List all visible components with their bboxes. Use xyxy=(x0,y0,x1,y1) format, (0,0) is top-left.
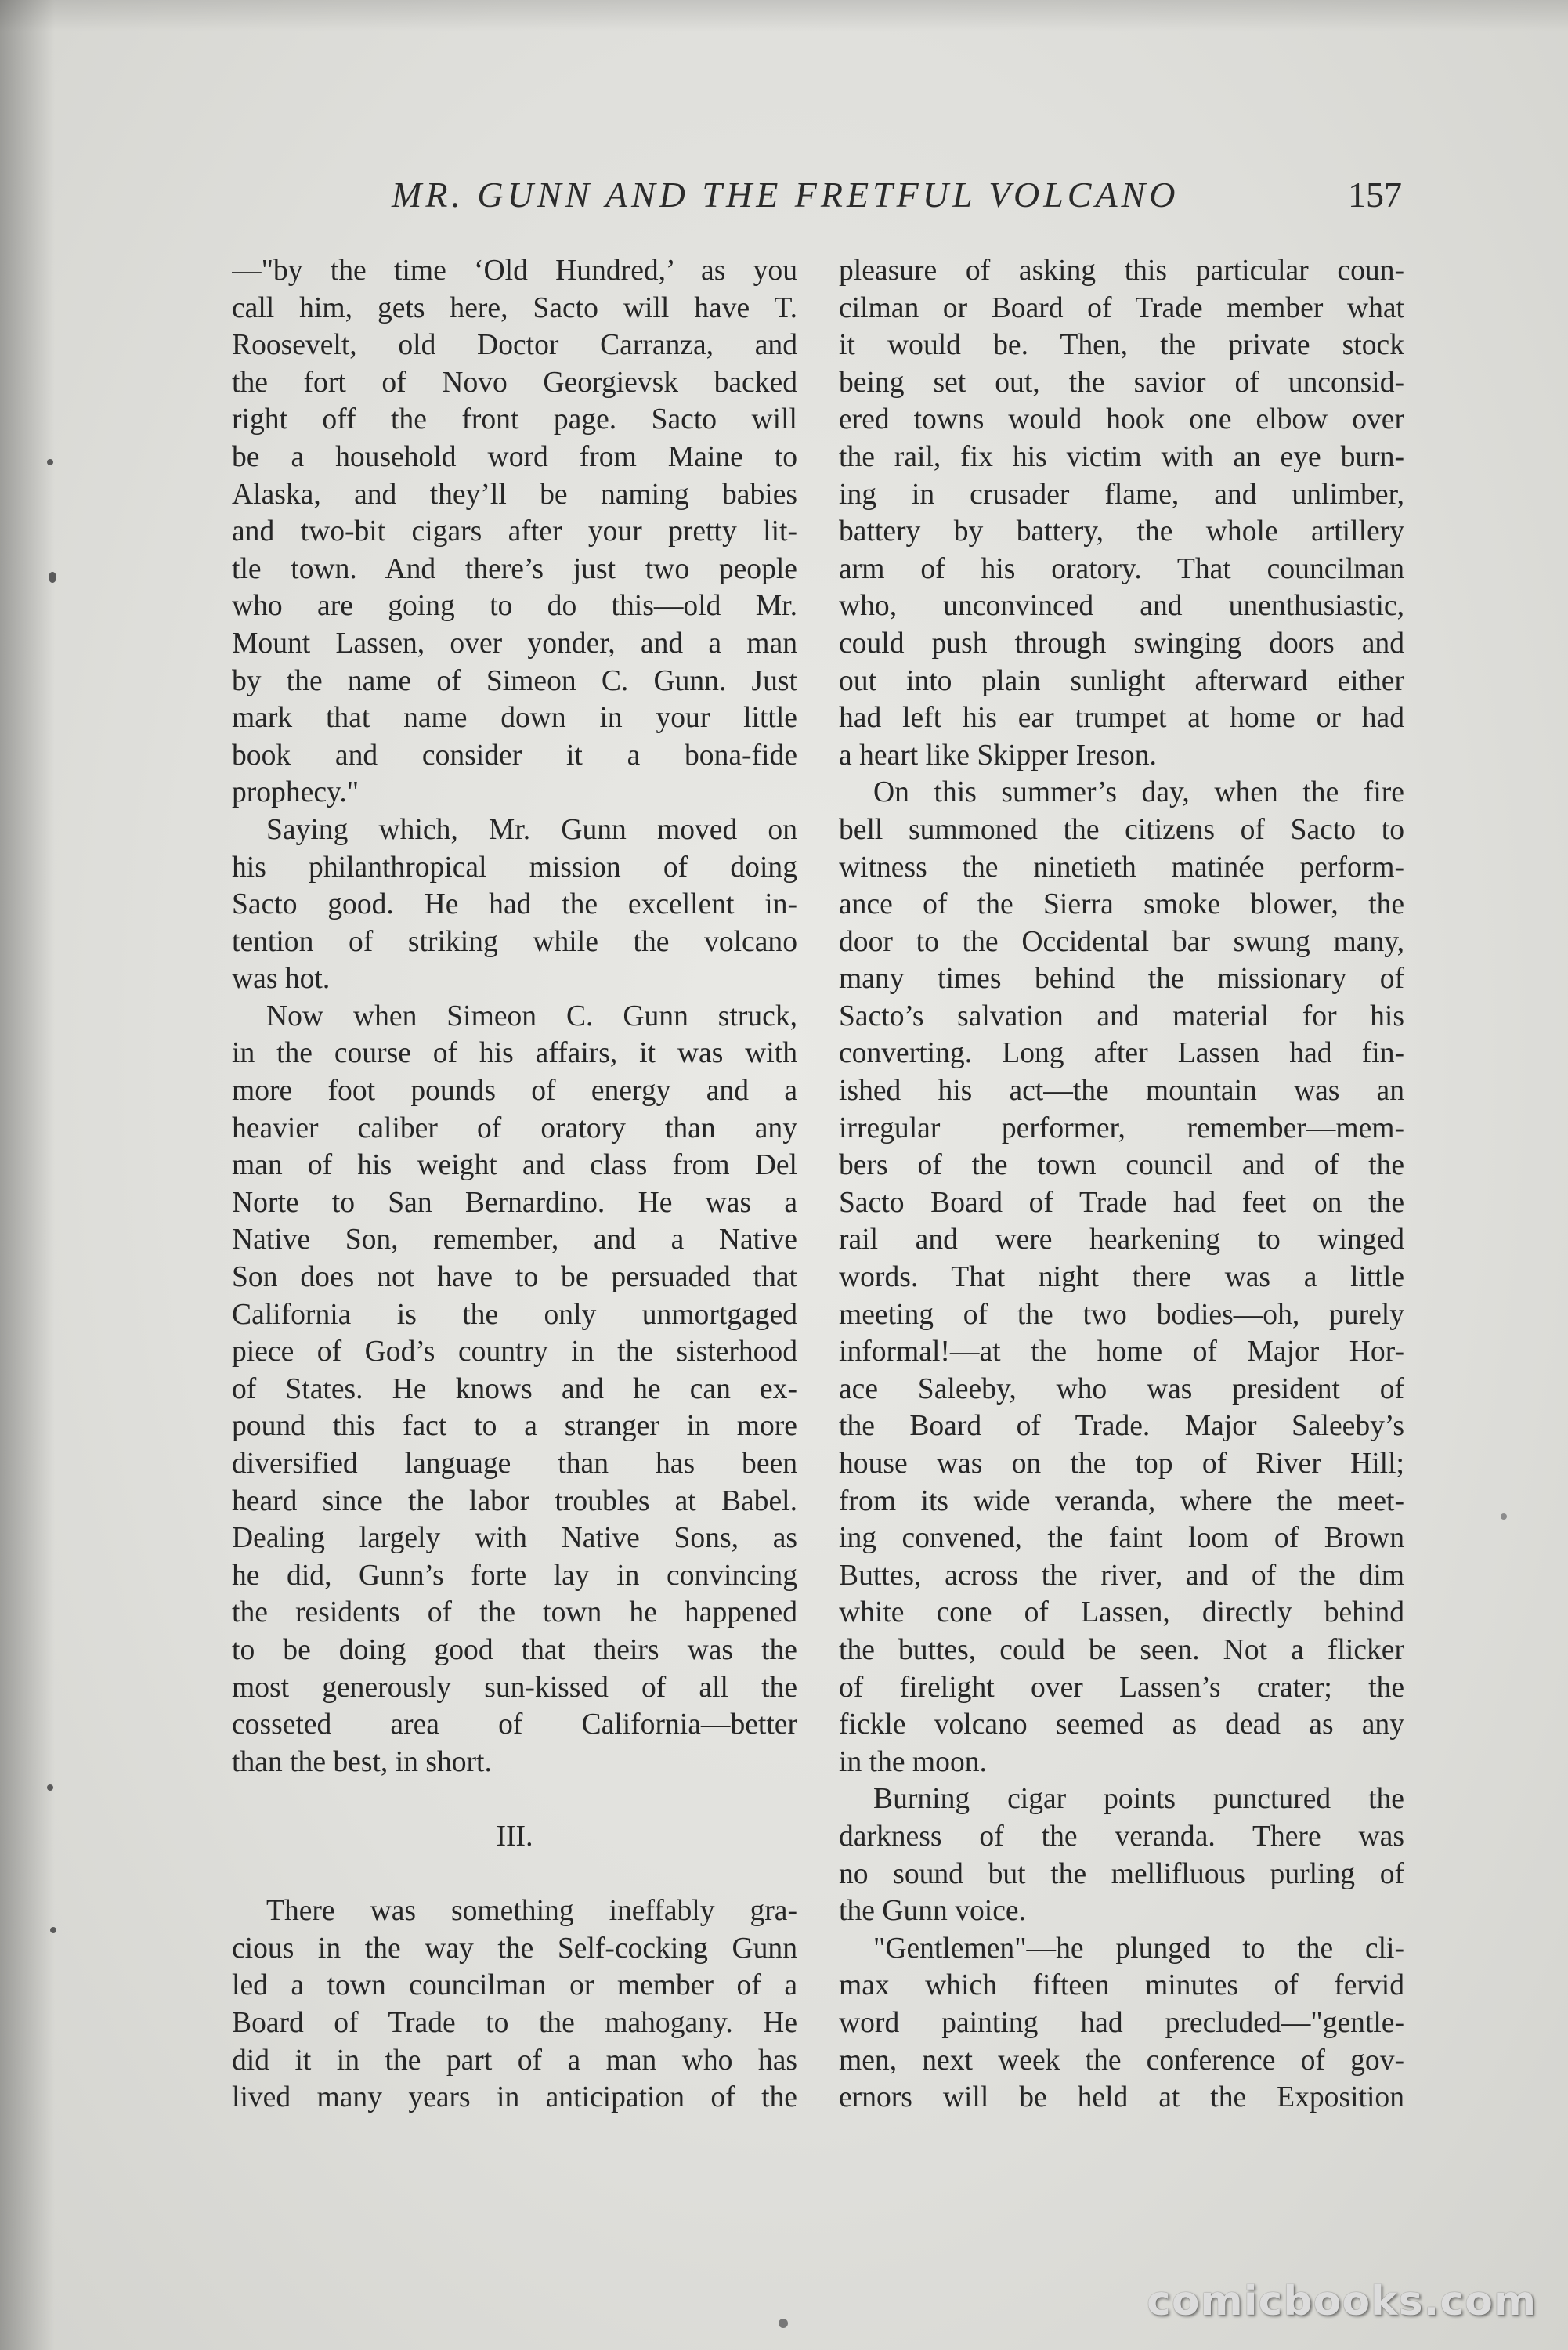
text-line: a heart like Skipper Ireson. xyxy=(839,739,1157,772)
text-line: man of his weight and class from Del xyxy=(232,1149,797,1182)
right-column-body xyxy=(839,252,1404,2117)
text-line: more foot pounds of energy and a xyxy=(232,1075,797,1108)
text-line: Roosevelt, old Doctor Carranza, and xyxy=(232,329,797,362)
text-line: Native Son, remember, and a Native xyxy=(232,1224,797,1256)
text-line: and two-bit cigars after your pretty lit- xyxy=(232,515,797,548)
text-line: On this summer’s day, when the fire xyxy=(873,776,1404,809)
text-line: Sacto good. He had the excellent in- xyxy=(232,888,797,921)
text-line: converting. Long after Lassen had fin- xyxy=(839,1037,1404,1070)
text-line: being set out, the savior of unconsid- xyxy=(839,366,1404,399)
right-column xyxy=(839,252,1404,2117)
text-line: it would be. Then, the private stock xyxy=(839,329,1404,362)
text-line: ing convened, the faint loom of Brown xyxy=(839,1522,1404,1555)
text-line: from its wide veranda, where the meet- xyxy=(839,1484,1404,1517)
text-line: the residents of the town he happened xyxy=(232,1596,797,1629)
text-line: house was on the top of River Hill; xyxy=(839,1448,1404,1480)
text-line: —"by the time ‘Old Hundred,’ as you xyxy=(232,255,797,287)
text-line: Buttes, across the river, and of the dim xyxy=(839,1559,1404,1592)
left-column-body xyxy=(232,252,797,1781)
left-column xyxy=(232,252,797,2117)
text-line: ernors will be held at the Exposition xyxy=(839,2081,1404,2114)
text-line: door to the Occidental bar swung many, xyxy=(839,925,1404,958)
text-line: piece of God’s country in the sisterhood xyxy=(232,1336,797,1368)
text-line: max which fifteen minutes of fervid xyxy=(839,1969,1404,2002)
page-edge-shadow xyxy=(0,0,55,2350)
text-line: meeting of the two bodies—oh, purely xyxy=(839,1298,1404,1331)
text-line: arm of his oratory. That councilman xyxy=(839,552,1404,585)
text-line: cilman or Board of Trade member what xyxy=(839,291,1404,324)
text-line: call him, gets here, Sacto will have T. xyxy=(232,291,797,324)
section-gap xyxy=(232,1781,797,1818)
text-line: prophecy." xyxy=(232,776,359,809)
text-line: white cone of Lassen, directly behind xyxy=(839,1596,1404,1629)
margin-mark xyxy=(50,1927,56,1933)
text-line: than the best, in short. xyxy=(232,1745,492,1778)
text-line: cious in the way the Self-cocking Gunn xyxy=(232,1932,797,1965)
text-line: ing in crusader flame, and unlimber, xyxy=(839,478,1404,511)
text-line: Alaska, and they’ll be naming babies xyxy=(232,478,797,511)
text-line: to be doing good that theirs was the xyxy=(232,1633,797,1666)
text-line: Burning cigar points punctured the xyxy=(873,1783,1404,1816)
text-line: could push through swinging doors and xyxy=(839,627,1404,660)
text-line: men, next week the conference of gov- xyxy=(839,2044,1404,2077)
section-gap xyxy=(232,1856,797,1893)
text-line: had left his ear trumpet at home or had xyxy=(839,702,1404,735)
text-line: There was something ineffably gra- xyxy=(266,1895,797,1928)
section-heading: III. xyxy=(496,1820,533,1853)
text-line: California is the only unmortgaged xyxy=(232,1298,797,1331)
text-line: did it in the part of a man who has xyxy=(232,2044,797,2077)
text-line: "Gentlemen"—he plunged to the cli- xyxy=(873,1932,1404,1965)
text-line: most generously sun-kissed of all the xyxy=(232,1671,797,1704)
text-line: was hot. xyxy=(232,963,331,996)
text-line: bers of the town council and of the xyxy=(839,1149,1404,1182)
margin-mark xyxy=(49,572,56,583)
text-line: pleasure of asking this particular coun- xyxy=(839,255,1404,287)
margin-mark xyxy=(47,1784,53,1791)
text-line: mark that name down in your little xyxy=(232,702,797,735)
text-line: who, unconvinced and unenthusiastic, xyxy=(839,590,1404,623)
text-line: of States. He knows and he can ex- xyxy=(232,1372,797,1405)
text-line: cosseted area of California—better xyxy=(232,1708,797,1741)
text-line: informal!—at the home of Major Hor- xyxy=(839,1336,1404,1368)
text-line: who are going to do this—old Mr. xyxy=(232,590,797,623)
text-line: no sound but the mellifluous purling of xyxy=(839,1857,1404,1890)
text-line: right off the front page. Sacto will xyxy=(232,403,797,436)
text-line: Board of Trade to the mahogany. He xyxy=(232,2006,797,2039)
text-line: many times behind the missionary of xyxy=(839,963,1404,996)
text-line: irregular performer, remember—mem- xyxy=(839,1112,1404,1144)
text-line: diversified language than has been xyxy=(232,1448,797,1480)
page-top-shadow xyxy=(0,0,1568,31)
text-line: tle town. And there’s just two people xyxy=(232,552,797,585)
text-line: bell summoned the citizens of Sacto to xyxy=(839,813,1404,846)
text-line: Dealing largely with Native Sons, as xyxy=(232,1522,797,1555)
text-line: led a town councilman or member of a xyxy=(232,1969,797,2002)
text-line: fickle volcano seemed as dead as any xyxy=(839,1708,1404,1741)
text-line: the Board of Trade. Major Saleeby’s xyxy=(839,1410,1404,1443)
text-line: in the course of his affairs, it was with xyxy=(232,1037,797,1070)
text-line: the Gunn voice. xyxy=(839,1895,1026,1928)
text-line: the fort of Novo Georgievsk backed xyxy=(232,366,797,399)
running-title: MR. GUNN AND THE FRETFUL VOLCANO xyxy=(392,175,1180,215)
section-body xyxy=(232,1893,797,2117)
text-line: Norte to San Bernardino. He was a xyxy=(232,1186,797,1219)
text-line: book and consider it a bona-fide xyxy=(232,739,797,772)
text-line: by the name of Simeon C. Gunn. Just xyxy=(232,664,797,697)
text-line: be a household word from Maine to xyxy=(232,440,797,473)
text-line: tention of striking while the volcano xyxy=(232,925,797,958)
text-line: of firelight over Lassen’s crater; the xyxy=(839,1671,1404,1704)
text-line: Sacto’s salvation and material for his xyxy=(839,1000,1404,1032)
margin-mark xyxy=(779,2319,788,2328)
text-line: lived many years in anticipation of the xyxy=(232,2081,797,2114)
margin-mark xyxy=(47,459,53,465)
text-line: out into plain sunlight afterward either xyxy=(839,664,1404,697)
text-line: word painting had precluded—"gentle- xyxy=(839,2006,1404,2039)
text-line: he did, Gunn’s forte lay in convincing xyxy=(232,1559,797,1592)
watermark: comicbooks.com xyxy=(1147,2278,1537,2325)
text-line: witness the ninetieth matinée perform- xyxy=(839,851,1404,884)
text-line: ered towns would hook one elbow over xyxy=(839,403,1404,436)
text-line: ance of the Sierra smoke blower, the xyxy=(839,888,1404,921)
text-line: darkness of the veranda. There was xyxy=(839,1820,1404,1853)
margin-mark xyxy=(1501,1513,1507,1520)
text-line: Mount Lassen, over yonder, and a man xyxy=(232,627,797,660)
text-line: the rail, fix his victim with an eye burn- xyxy=(839,440,1404,473)
text-line: Son does not have to be persuaded that xyxy=(232,1261,797,1294)
text-line: rail and were hearkening to winged xyxy=(839,1224,1404,1256)
text-line: Saying which, Mr. Gunn moved on xyxy=(266,813,797,846)
text-line: Now when Simeon C. Gunn struck, xyxy=(266,1000,797,1032)
text-line: Sacto Board of Trade had feet on the xyxy=(839,1186,1404,1219)
text-line: his philanthropical mission of doing xyxy=(232,851,797,884)
text-line: the buttes, could be seen. Not a flicker xyxy=(839,1633,1404,1666)
text-line: ace Saleeby, who was president of xyxy=(839,1372,1404,1405)
text-line: pound this fact to a stranger in more xyxy=(232,1410,797,1443)
text-line: in the moon. xyxy=(839,1745,987,1778)
text-line: words. That night there was a little xyxy=(839,1261,1404,1294)
text-line: heavier caliber of oratory than any xyxy=(232,1112,797,1144)
text-line: heard since the labor troubles at Babel. xyxy=(232,1484,797,1517)
text-line: ished his act—the mountain was an xyxy=(839,1075,1404,1108)
text-line: battery by battery, the whole artillery xyxy=(839,515,1404,548)
running-header xyxy=(392,174,1402,229)
page-number: 157 xyxy=(1348,175,1402,215)
